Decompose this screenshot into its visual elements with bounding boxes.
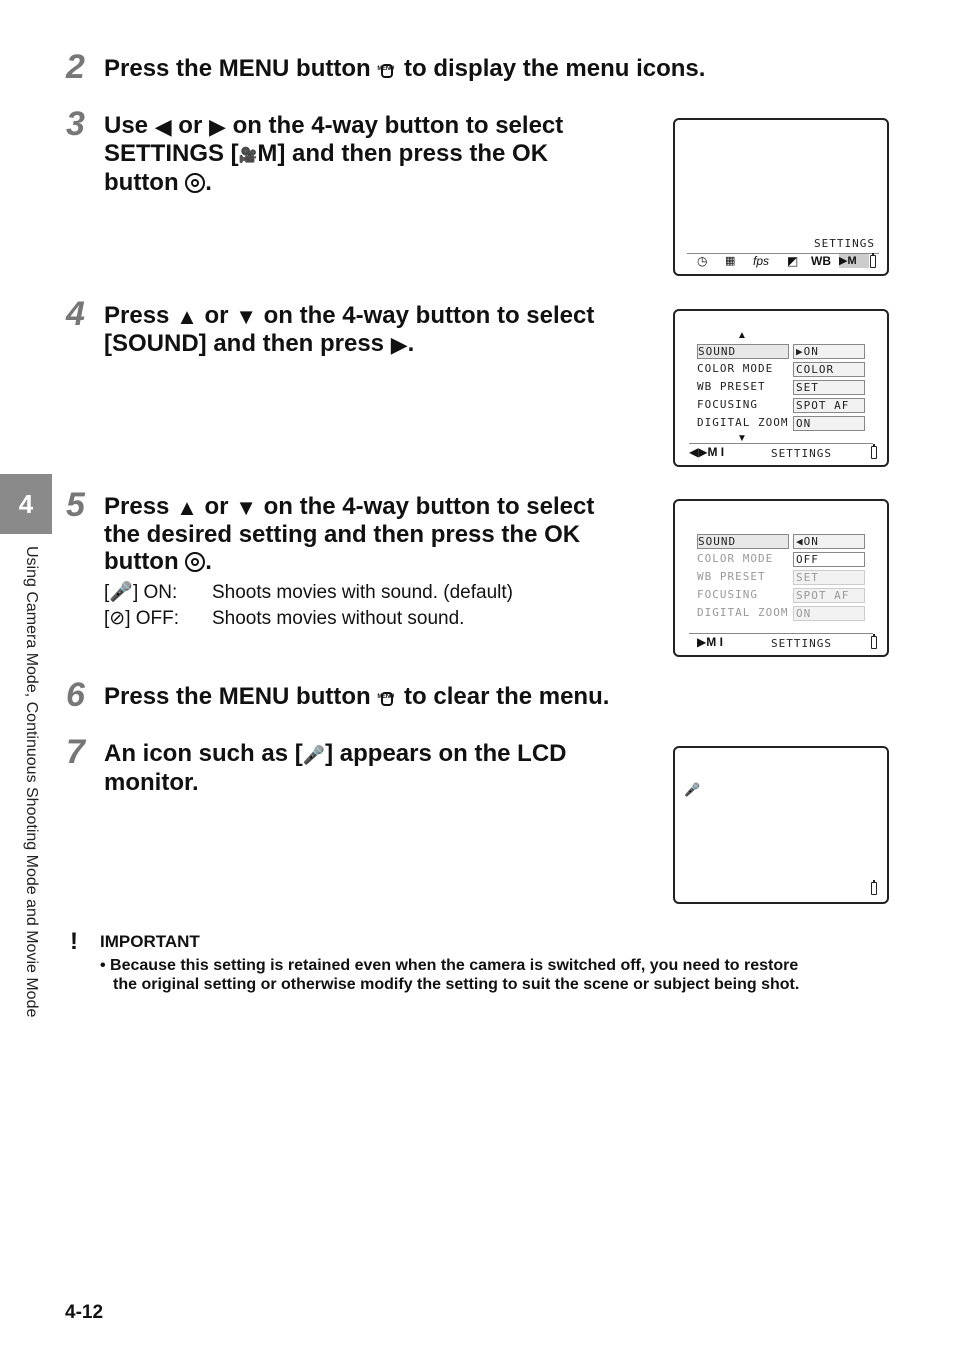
menu-button-icon: MENU (377, 56, 397, 80)
page-number: 4-12 (65, 1302, 104, 1323)
self-timer-icon: ◷ (697, 254, 708, 268)
menu-row-focusing: FOCUSING SPOT AF (697, 587, 867, 604)
ok-button-icon (185, 173, 205, 193)
battery-icon (871, 882, 877, 895)
lcd-screen-sound-options (673, 499, 889, 657)
important-icon: ! (70, 928, 78, 955)
lcd-screen-menu-icons (673, 118, 889, 276)
up-arrow-icon: ▲ (176, 304, 198, 329)
settings-tab-icon: ▶M I (697, 635, 723, 649)
ok-button-icon (185, 552, 205, 572)
chapter-tab: 4 (0, 474, 52, 534)
menu-row-digital-zoom: DIGITAL ZOOM ON (697, 605, 867, 622)
menu-row-sound: SOUND ▶ON (697, 343, 867, 360)
step-7-text: An icon such as [🎤] appears on the LCD monitor. (104, 740, 567, 796)
step-number-5: 5 (66, 486, 85, 524)
scroll-up-icon: ▲ (737, 330, 747, 341)
right-arrow-icon: ▶ (208, 114, 226, 139)
menu-button-icon: MENU (377, 684, 397, 708)
down-arrow-icon: ▼ (235, 304, 257, 329)
battery-icon (871, 446, 877, 459)
menu-row-color-mode: COLOR MODE OFF (697, 551, 867, 568)
lcd-screen-settings-menu (673, 309, 889, 467)
fps-icon: fps (753, 254, 770, 268)
scroll-down-icon: ▼ (737, 433, 747, 444)
step-number-3: 3 (66, 105, 85, 143)
step-3-text: Use ◀ or ▶ on the 4-way button to select SETTINGS [🎥M] and then press the OK button . (104, 112, 564, 196)
menu-row-focusing: FOCUSING SPOT AF (697, 397, 867, 414)
menu-row-color-mode: COLOR MODE COLOR (697, 361, 867, 378)
settings-label: SETTINGS (814, 237, 875, 250)
menu-row-digital-zoom: DIGITAL ZOOM ON (697, 415, 867, 432)
menu-icon-bar (687, 253, 879, 270)
lcd-screen-monitor (673, 746, 889, 904)
step-5-text: Press ▲ or ▼ on the 4-way button to select the desired setting and then press the OK button . (104, 493, 595, 575)
sound-option-on: [🎤] ON: Shoots movies with sound. (default) (104, 582, 513, 603)
menu-row-sound: SOUND ◀ON (697, 533, 867, 550)
up-arrow-icon: ▲ (176, 495, 198, 520)
step-number-2: 2 (66, 48, 85, 86)
exposure-icon: ◩ (787, 254, 799, 268)
step-number-4: 4 (66, 295, 85, 333)
white-balance-icon: WB (811, 254, 831, 268)
step-2-text: Press the MENU button MENU to display the menu icons. (104, 55, 706, 82)
sound-option-off: [⊘] OFF: Shoots movies without sound. (104, 608, 465, 629)
resolution-icon: ▦ (725, 255, 736, 267)
battery-icon (870, 255, 876, 268)
important-note: • Because this setting is retained even when the camera is switched off, you need to restore the original setting or otherwise modify the setting to suit the scene or subject being shot. (100, 957, 800, 993)
step-6-text: Press the MENU button MENU to clear the menu. (104, 683, 610, 710)
sound-options (104, 580, 664, 632)
microphone-icon: 🎤 (109, 582, 133, 603)
step-number-7: 7 (66, 733, 85, 771)
movie-camera-icon: 🎥 (238, 147, 258, 164)
down-arrow-icon: ▼ (235, 495, 257, 520)
settings-movie-icon: ▶M (839, 254, 869, 268)
battery-icon (871, 636, 877, 649)
settings-tab-bar: ▶M I SETTINGS (689, 633, 873, 652)
important-title: IMPORTANT (100, 932, 200, 951)
right-arrow-icon: ▶ (390, 332, 408, 357)
menu-row-wb-preset: WB PRESET SET (697, 379, 867, 396)
left-arrow-icon: ◀ (154, 114, 172, 139)
settings-tab-icon: ◀▶M I (689, 445, 725, 459)
step-4-text: Press ▲ or ▼ on the 4-way button to select [SOUND] and then press ▶. (104, 302, 595, 357)
step-number-6: 6 (66, 676, 85, 714)
microphone-icon: 🎤 (302, 745, 326, 765)
menu-row-wb-preset: WB PRESET SET (697, 569, 867, 586)
microphone-off-icon: ⊘ (109, 608, 126, 629)
microphone-icon: 🎤 (684, 782, 701, 797)
chapter-title-vertical: Using Camera Mode, Continuous Shooting Mode and Movie Mode (23, 546, 40, 1018)
settings-tab-bar: ◀▶M I SETTINGS (689, 443, 873, 462)
